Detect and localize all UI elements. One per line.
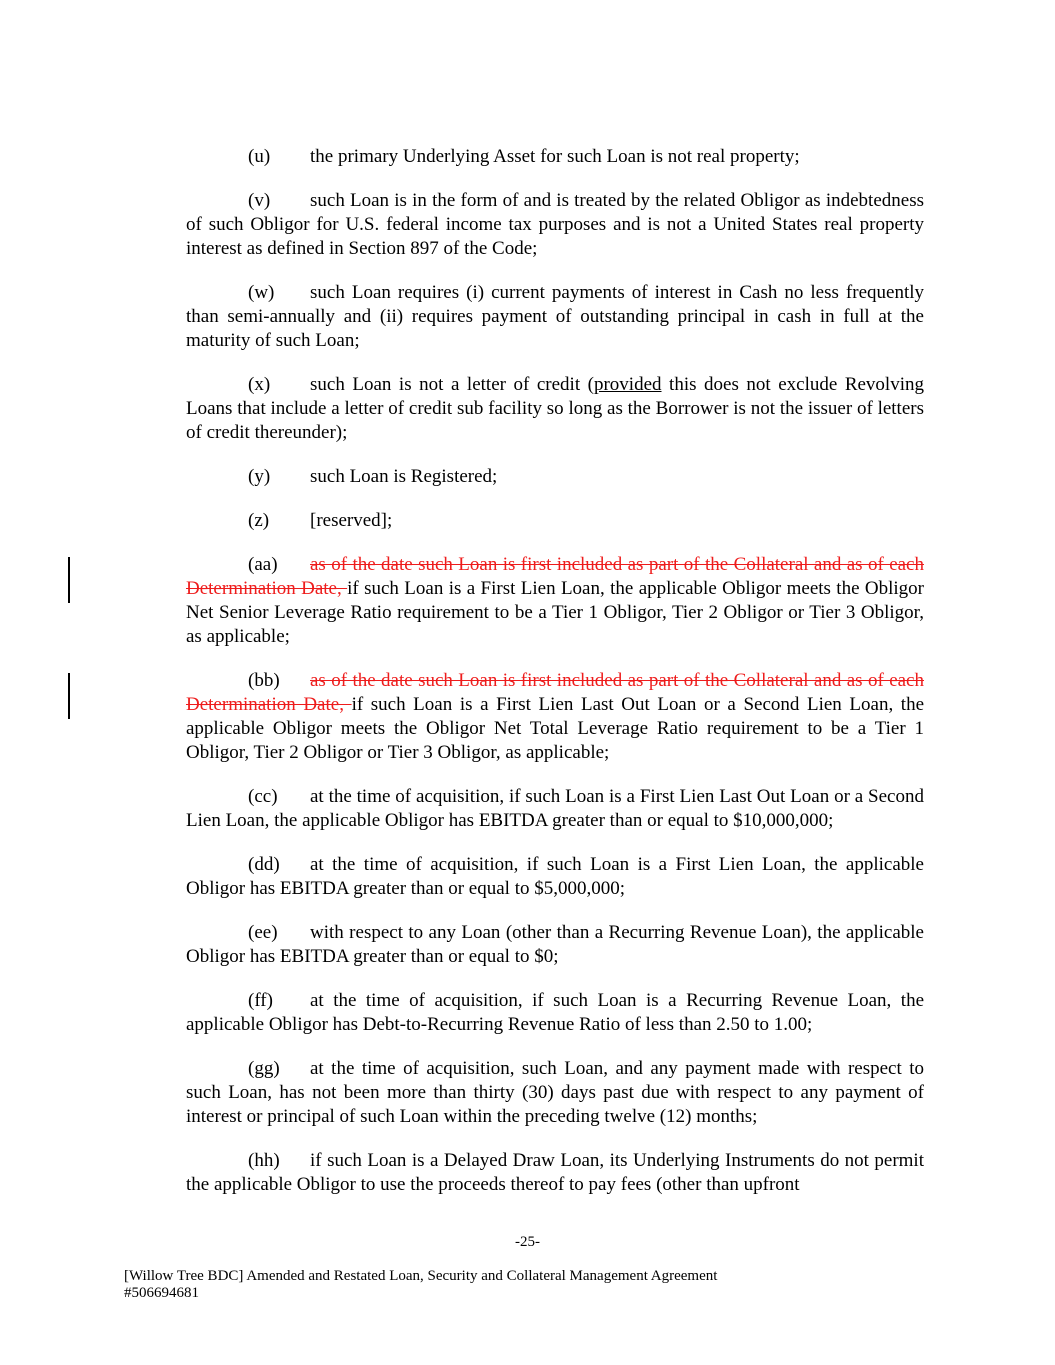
provided-term: provided	[593, 374, 662, 395]
clause-label: (v)	[248, 190, 271, 211]
clause-text: if such Loan is a First Lien Loan, the applicable Obligor meets the Obligor Net Senior Leverage Ratio requirement to be a Tier 1 Obligor, Tier 2 Obligor or Tier 3 Obligor, as applicable;	[186, 578, 924, 647]
clause-text: if such Loan is a First Lien Last Out Loan or a Second Lien Loan, the applicable Obligor meets the Obligor Net Total Leverage Ratio requirement to be a Tier 1 Obligor, Tier 2 Obligor or Tier 3 Obligor, as applicable;	[186, 694, 925, 763]
clause-text-after: this does not exclude Revolving Loans that include a letter of credit sub facility so long as the Borrower is not the issuer of letters of credit thereunder);	[186, 374, 924, 443]
clause-text: with respect to any Loan (other than a Recurring Revenue Loan), the applicable Obligor has EBITDA greater than or equal to $0;	[186, 922, 924, 967]
clause-label: (bb)	[248, 670, 280, 691]
clause-text: at the time of acquisition, if such Loan is a First Lien Last Out Loan or a Second Lien Loan, the applicable Obligor has EBITDA greater than or equal to $10,000,000;	[186, 786, 924, 831]
clause-ff	[186, 989, 924, 1037]
clause-text: at the time of acquisition, such Loan, and any payment made with respect to such Loan, has not been more than thirty (30) days past due with respect to any payment of interest or principal of such Loan within the preceding twelve (12) months;	[186, 1058, 924, 1127]
clause-gg	[186, 1057, 924, 1129]
clause-text: such Loan is in the form of and is treated by the related Obligor as indebtedness of such Obligor for U.S. federal income tax purposes and is not a United States real property interest as defined in Section 897 of the Code;	[186, 190, 924, 259]
clause-label: (gg)	[248, 1058, 280, 1079]
clause-label: (cc)	[248, 786, 278, 807]
clause-text: at the time of acquisition, if such Loan is a First Lien Loan, the applicable Obligor has EBITDA greater than or equal to $5,000,000;	[186, 854, 924, 899]
deleted-text: as of the date such Loan is first included as part of the Collateral and as of each Determination Date,	[186, 670, 924, 715]
clause-text: such Loan requires (i) current payments of interest in Cash no less frequently than semi-annually and (ii) requires payment of outstanding principal in cash in full at the maturity of such Loan;	[186, 282, 924, 351]
clause-ee	[186, 921, 924, 969]
clause-text: the primary Underlying Asset for such Loan is not real property;	[310, 146, 800, 167]
clause-text: such Loan is Registered;	[310, 466, 498, 487]
revision-change-bar	[68, 673, 70, 719]
clause-text: [reserved];	[310, 510, 393, 531]
clause-y	[186, 465, 924, 489]
clause-label: (u)	[248, 146, 271, 167]
clause-u	[186, 145, 924, 169]
footer-title: [Willow Tree BDC] Amended and Restated Loan, Security and Collateral Management Agreement	[124, 1268, 718, 1284]
clause-label: (aa)	[248, 554, 278, 575]
clause-label: (ff)	[248, 990, 273, 1011]
revision-change-bar	[68, 557, 70, 603]
page-number: -25-	[515, 1234, 540, 1250]
footer	[124, 1268, 717, 1302]
clause-hh	[186, 1149, 924, 1197]
clause-text-before: such Loan is not a letter of credit (	[310, 374, 594, 395]
clause-label: (dd)	[248, 854, 280, 875]
clause-bb	[186, 669, 924, 765]
clause-label: (hh)	[248, 1150, 280, 1171]
clause-aa	[186, 553, 924, 649]
clause-text: if such Loan is a Delayed Draw Loan, its Underlying Instruments do not permit the applicable Obligor to use the proceeds thereof to pay fees (other than upfront	[186, 1150, 924, 1195]
clause-x	[186, 373, 924, 445]
clause-cc	[186, 785, 924, 833]
clause-label: (ee)	[248, 922, 278, 943]
clause-list	[186, 145, 924, 1217]
deleted-text: as of the date such Loan is first included as part of the Collateral and as of each Determination Date,	[186, 554, 924, 599]
clause-w	[186, 281, 924, 353]
clause-text: at the time of acquisition, if such Loan is a Recurring Revenue Loan, the applicable Obligor has Debt-to-Recurring Revenue Ratio of less than 2.50 to 1.00;	[186, 990, 924, 1035]
clause-label: (z)	[248, 510, 270, 531]
clause-label: (w)	[248, 282, 275, 303]
clause-v	[186, 189, 924, 261]
clause-z	[186, 509, 924, 533]
footer-doc-number: #506694681	[124, 1285, 199, 1301]
clause-label: (y)	[248, 466, 271, 487]
clause-label: (x)	[248, 374, 271, 395]
clause-dd	[186, 853, 924, 901]
